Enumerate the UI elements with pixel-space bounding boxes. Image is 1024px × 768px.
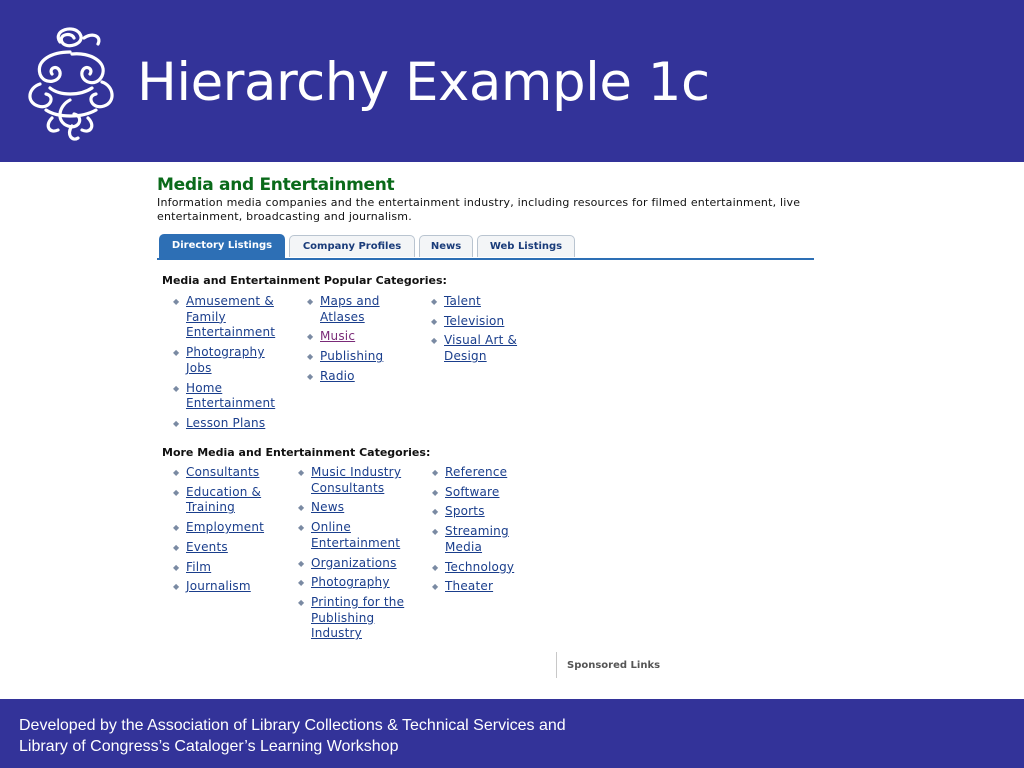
bullet-icon: ◆ (432, 582, 439, 592)
bullet-icon: ◆ (307, 332, 314, 342)
category-link[interactable]: Online Entertainment (311, 520, 401, 550)
category-link[interactable]: Journalism (186, 579, 251, 594)
list-item (295, 575, 405, 591)
webpage-screenshot (152, 170, 822, 690)
category-link[interactable]: Visual Art & Design (444, 333, 518, 364)
slide-header (0, 0, 1024, 162)
list-item (170, 381, 280, 412)
tab-company-profiles[interactable]: Company Profiles (289, 235, 415, 257)
bullet-icon: ◆ (298, 503, 305, 513)
bullet-icon: ◆ (173, 542, 180, 552)
popular-column-2 (304, 294, 404, 389)
bullet-icon: ◆ (431, 297, 438, 306)
list-item (295, 595, 405, 642)
list-item (170, 294, 280, 341)
more-column-2 (295, 465, 405, 646)
list-item (429, 524, 539, 555)
bullet-icon: ◆ (173, 348, 180, 358)
footer-text (19, 715, 566, 757)
list-item (295, 520, 405, 551)
bullet-icon: ◆ (298, 468, 305, 477)
tab-news[interactable]: News (419, 235, 473, 257)
more-categories-heading: More Media and Entertainment Categories: (162, 446, 431, 459)
tab-divider (157, 258, 814, 260)
list-item (170, 579, 280, 595)
tab-directory-listings[interactable]: Directory Listings (159, 234, 285, 258)
bullet-icon: ◆ (431, 316, 438, 326)
bullet-icon: ◆ (432, 527, 439, 537)
bullet-icon: ◆ (307, 352, 314, 362)
list-item (170, 560, 280, 576)
list-item (295, 500, 405, 516)
category-link[interactable]: Television (444, 313, 505, 328)
slide-title: Hierarchy Example 1c (137, 52, 710, 113)
bullet-icon: ◆ (432, 487, 439, 497)
category-link[interactable]: Consultants (186, 465, 260, 479)
category-link[interactable]: Music Industry Consultants (311, 465, 402, 495)
list-item (429, 579, 539, 595)
footer-line-2: Library of Congress’s Cataloger’s Learning Workshop (19, 738, 399, 755)
page-description: Information media companies and the entertainment industry, including resources for filmed entertainment, live entertainment, broadcasting and journalism. (157, 196, 801, 223)
bullet-icon: ◆ (431, 336, 438, 346)
popular-column-3 (428, 294, 528, 369)
bullet-icon: ◆ (432, 468, 439, 477)
bullet-icon: ◆ (173, 383, 180, 393)
list-item (295, 465, 405, 496)
category-link[interactable]: Music (320, 329, 356, 344)
bullet-icon: ◆ (173, 297, 180, 306)
category-link[interactable]: Home Entertainment (186, 380, 276, 411)
category-link[interactable]: Radio (320, 368, 355, 383)
category-link[interactable]: Film (186, 559, 212, 574)
list-item (428, 333, 528, 364)
list-item (429, 504, 539, 520)
category-link[interactable]: Events (186, 539, 228, 554)
category-link[interactable]: Maps and Atlases (320, 294, 380, 324)
category-link[interactable]: Talent (444, 294, 481, 308)
more-column-3 (429, 465, 539, 599)
list-item (429, 465, 539, 481)
bullet-icon: ◆ (173, 468, 180, 477)
bullet-icon: ◆ (307, 297, 314, 306)
category-link[interactable]: Reference (445, 465, 508, 479)
ornamental-logo-icon (22, 22, 118, 146)
category-link[interactable]: Education & Training (186, 484, 262, 515)
category-link[interactable]: Technology (445, 559, 515, 574)
popular-column-1 (170, 294, 280, 436)
list-item (304, 369, 404, 385)
list-item (170, 540, 280, 556)
list-item (304, 294, 404, 325)
list-item (295, 556, 405, 572)
category-link[interactable]: Amusement & Family Entertainment (186, 294, 276, 340)
bullet-icon: ◆ (298, 558, 305, 568)
category-link[interactable]: Software (445, 484, 500, 499)
bullet-icon: ◆ (298, 578, 305, 588)
list-item (429, 560, 539, 576)
category-link[interactable]: News (311, 500, 345, 515)
list-item (428, 314, 528, 330)
list-item (170, 465, 280, 481)
category-link[interactable]: Printing for the Publishing Industry (311, 594, 405, 641)
more-column-1 (170, 465, 280, 599)
list-item (304, 329, 404, 345)
bullet-icon: ◆ (298, 597, 305, 607)
bullet-icon: ◆ (173, 418, 180, 428)
list-item (428, 294, 528, 310)
bullet-icon: ◆ (432, 507, 439, 517)
list-item (304, 349, 404, 365)
sponsored-links-label: Sponsored Links (567, 660, 661, 671)
list-item (170, 520, 280, 536)
category-link[interactable]: Employment (186, 520, 265, 535)
bullet-icon: ◆ (173, 523, 180, 533)
slide-footer (0, 699, 1024, 768)
bullet-icon: ◆ (298, 523, 305, 533)
list-item (170, 416, 280, 432)
category-link[interactable]: Publishing (320, 349, 384, 364)
category-link[interactable]: Organizations (311, 555, 397, 570)
bullet-icon: ◆ (432, 562, 439, 572)
bullet-icon: ◆ (173, 562, 180, 572)
category-link[interactable]: Streaming Media (445, 524, 509, 554)
bullet-icon: ◆ (173, 487, 180, 497)
footer-line-1: Developed by the Association of Library Collections & Technical Services and (19, 717, 566, 734)
category-link[interactable]: Theater (445, 579, 494, 594)
list-item (170, 485, 280, 516)
category-link[interactable]: Photography Jobs (186, 345, 265, 375)
sponsored-divider (556, 652, 557, 678)
category-link[interactable]: Sports (445, 504, 485, 519)
category-link[interactable]: Lesson Plans (186, 415, 266, 430)
bullet-icon: ◆ (307, 371, 314, 381)
tab-web-listings[interactable]: Web Listings (477, 235, 575, 257)
list-item (170, 345, 280, 376)
popular-categories-heading: Media and Entertainment Popular Categories: (162, 274, 447, 287)
category-link[interactable]: Photography (311, 575, 390, 590)
page-title: Media and Entertainment (157, 175, 395, 195)
list-item (429, 485, 539, 501)
bullet-icon: ◆ (173, 582, 180, 592)
